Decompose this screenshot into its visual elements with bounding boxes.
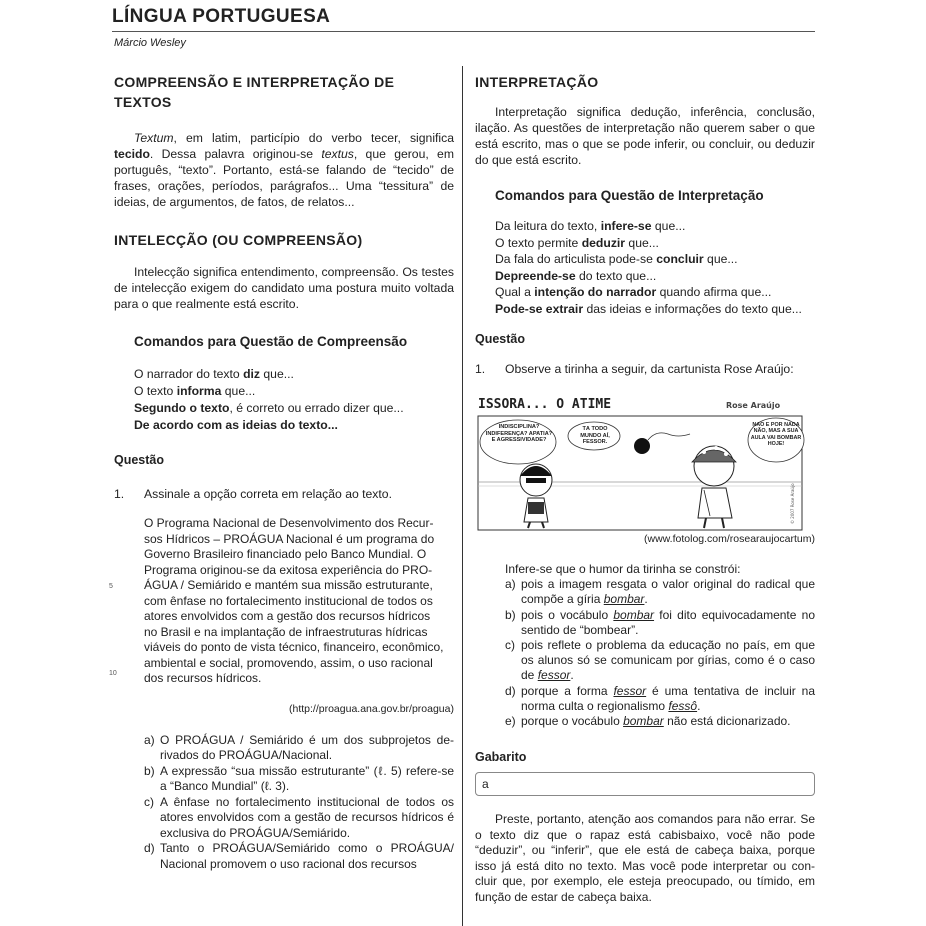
passage-line: sos Hídricos – PROÁGUA Nacional é um programa do <box>144 531 435 546</box>
comic-copyright: © 2007 Rose Araújo <box>790 483 795 524</box>
text-bold: infere-se <box>600 219 652 233</box>
section-title-line2: TEXTOS <box>114 94 172 110</box>
line-number-10: 10 <box>109 670 117 677</box>
question-text: Assinale a opção correta em relação ao texto. <box>144 487 392 501</box>
commands-title-compreensao: Comandos para Questão de Compreensão <box>134 334 408 349</box>
option-letter: e) <box>505 714 516 729</box>
gabarito-answer-box <box>475 772 815 796</box>
command-item <box>495 268 815 285</box>
section-title-compreensao <box>114 72 454 112</box>
answer-option-b[interactable] <box>505 608 815 638</box>
gabarito-label: Gabarito <box>475 750 527 764</box>
option-text: foi dito equivocadamente no sentido de “bombear”. <box>521 607 815 637</box>
answer-options-left <box>114 733 454 873</box>
speech-bubble-1-text-box <box>484 424 554 464</box>
passage-line: Governo Brasileiro financiado pelo Banco Mundial. O <box>144 547 427 561</box>
text-bold: Pode-se extrair <box>495 301 584 316</box>
text-run: , é correto ou errado dizer que... <box>229 401 404 415</box>
command-item <box>495 218 815 235</box>
command-item <box>134 366 454 383</box>
passage-line: no Brasil e na implantação de infraestruturas hídricas <box>144 624 428 639</box>
line-number-5: 5 <box>109 583 113 590</box>
command-item <box>495 235 815 252</box>
page-title: LÍNGUA PORTUGUESA <box>112 6 331 27</box>
speech-bubble-1-text: INDISCIPLINA? INDIFERENÇA? APATIA? E AGRESSIVIDADE? <box>485 424 553 443</box>
answer-option-b[interactable] <box>144 764 454 795</box>
answer-options-right <box>475 577 815 729</box>
option-text: pois reflete o problema da educação no país, em que os alunos só se comunicam por gírias, como é o caso de <box>521 638 815 683</box>
section-title-inteleccao: INTELECÇÃO (OU COMPREENSÃO) <box>114 232 363 248</box>
comic-title: ISSORA... O ATIME <box>478 397 612 412</box>
passage-line: ambiental e social, promovendo, assim, o uso racional <box>144 655 433 670</box>
commands-list-interpretacao <box>475 218 815 317</box>
text-run: Qual a <box>495 285 535 299</box>
title-divider <box>112 31 815 32</box>
answer-option-c[interactable] <box>505 638 815 684</box>
text-run: O narrador do texto <box>134 367 244 381</box>
term-textum: Textum <box>134 131 174 145</box>
right-column <box>475 72 815 377</box>
option-text: . <box>570 668 574 683</box>
text-run: que... <box>260 367 294 381</box>
section-title-interpretacao: INTERPRETAÇÃO <box>475 74 599 90</box>
text-run: que... <box>703 252 738 266</box>
text-bold: Depreende-se <box>495 268 576 283</box>
option-text: pois a imagem resgata o valor original do radical que compõe a gíria <box>521 577 815 607</box>
text-run: , que gerou, em português, “texto”. Portanto, está-se falando de “tecido” de frases, orações, períodos, parágrafos... Uma “tessitura” de ideias, de argumentos, de fatos, de relatos... <box>114 147 454 209</box>
text-run: que... <box>221 384 256 398</box>
gabarito-value: a <box>482 777 489 791</box>
option-text: A expressão “sua missão estruturante” (ℓ. 5) refere-se a “Banco Mundial” (ℓ. 3). <box>160 763 454 793</box>
text-run: das ideias e informações do texto que... <box>583 301 802 316</box>
option-underlined-word: fessor <box>613 683 647 698</box>
commands-title-interpretacao: Comandos para Questão de Interpretação <box>495 188 764 203</box>
speech-bubble-2-text-box <box>572 426 618 450</box>
command-item <box>134 417 454 434</box>
question-number: 1. <box>475 362 486 376</box>
passage-line: ÁGUA / Semiárido e mantém sua missão estruturante, <box>144 578 433 592</box>
option-text: é uma tentativa de incluir na norma culta o regionalismo <box>521 683 816 713</box>
option-underlined-word: bombar <box>603 592 645 607</box>
text-run: . Dessa palavra originou-se <box>149 147 322 161</box>
term-textus: textus <box>321 147 354 161</box>
passage <box>109 516 454 687</box>
text-run: O texto <box>134 384 177 398</box>
text-bold: Segundo o texto <box>134 401 230 415</box>
text-bold: concluir <box>656 252 704 266</box>
option-text: pois o vocábulo <box>521 607 614 622</box>
speech-bubble-2-text: TÁ TODO MUNDO AÍ, FESSOR. <box>580 426 610 445</box>
option-letter: a) <box>144 732 155 747</box>
text-run: que... <box>625 235 659 250</box>
answer-option-d[interactable] <box>144 841 454 872</box>
right-options-block <box>475 562 815 729</box>
answer-option-e[interactable] <box>505 714 815 729</box>
column-divider <box>462 66 463 926</box>
paragraph-interpretacao: Interpretação significa dedução, inferência, conclusão, ilação. As questões de interpretação não querem saber o que está escrito, mas o que se pode inferir, ou concluir, ou deduzir do que está escrito. <box>475 105 815 167</box>
bomb-icon <box>634 438 650 454</box>
question-number: 1. <box>114 487 125 501</box>
text-run: O texto permite <box>495 235 582 250</box>
question-label: Questão <box>114 453 165 467</box>
author-name: Márcio Wesley <box>114 37 186 49</box>
option-text: O PROÁGUA / Semiárido é um dos subprojetos de-rivados do PROÁGUA/Nacional. <box>160 732 454 762</box>
option-text: porque a forma <box>521 683 614 698</box>
text-run: , em latim, particípio do verbo tecer, significa <box>173 131 454 145</box>
command-item <box>495 301 815 318</box>
text-run: Da fala do articulista pode-se <box>495 252 657 266</box>
question-label: Questão <box>475 332 526 346</box>
closing-paragraph: Preste, portanto, atenção aos comandos para não errar. Se o texto diz que o rapaz está cabisbaixo, você não pode “deduzir”, ou “inferir”, que ele está de cabeça baixa, porque isso já está dito no texto. Mas você pode interpretar ou con-cluir que, por exemplo, ele esteja preocupado, ou tímido, em função de estar de cabeça baixa. <box>475 812 815 904</box>
text-run: quando afirma que... <box>656 285 772 299</box>
option-letter: c) <box>505 638 515 653</box>
answer-option-a[interactable] <box>144 733 454 764</box>
question-lead: Infere-se que o humor da tirinha se constrói: <box>505 562 741 576</box>
paragraph-inteleccao: Intelecção significa entendimento, compreensão. Os testes de intelecção exigem do candidato uma postura muito voltada para o que realmente está escrito. <box>114 265 454 311</box>
question-text: Observe a tirinha a seguir, da cartunista Rose Araújo: <box>505 362 794 376</box>
passage-line: atores envolvidos com a gestão dos recursos hídricos <box>144 609 431 623</box>
section-title-line1: COMPREENSÃO E INTERPRETAÇÃO DE <box>114 74 395 90</box>
text-run: do texto que... <box>575 268 657 283</box>
option-letter: d) <box>505 683 516 698</box>
option-underlined-word: fessor <box>537 668 571 683</box>
text-bold: De acordo com as ideias do texto... <box>134 418 338 432</box>
paragraph-textum <box>114 130 454 210</box>
option-underlined-word: fessô <box>668 698 698 713</box>
passage-source: (http://proagua.ana.gov.br/proagua) <box>288 702 454 715</box>
left-column <box>109 72 454 872</box>
question-1 <box>114 486 454 502</box>
passage-line: Programa originou-se da exitosa experiência do PRO- <box>144 562 433 577</box>
command-item <box>495 251 815 268</box>
term-tecido: tecido <box>114 147 150 161</box>
comic-strip-image <box>476 394 806 532</box>
option-text: . <box>697 698 701 713</box>
option-text: . <box>644 592 648 607</box>
comic-signature: Rose Araújo <box>726 401 781 410</box>
command-item <box>134 383 454 400</box>
option-text: Tanto o PROÁGUA/Semiárido como o PROÁGUA/ Nacional promovem o uso racional dos recursos <box>160 841 454 871</box>
option-letter: b) <box>505 607 516 622</box>
answer-option-c[interactable] <box>144 795 454 842</box>
command-item <box>134 400 454 417</box>
text-bold: diz <box>243 367 261 381</box>
option-underlined-word: bombar <box>613 607 655 622</box>
text-bold: deduzir <box>581 235 626 250</box>
option-text: porque o vocábulo <box>521 714 624 729</box>
comic-source: (www.fotolog.com/rosearaujocartum) <box>644 533 815 545</box>
passage-line: viáveis do ponto de vista técnico, financeiro, econômico, <box>144 640 444 654</box>
option-text: A ênfase no fortalecimento institucional de todos os atores envolvidos com a gestão de recursos hídricos é exclusiva do PROÁGUA/Semiárido. <box>160 794 454 840</box>
speech-bubble-3-text-box <box>750 422 802 462</box>
option-underlined-word: bombar <box>623 714 664 729</box>
passage-line: dos recursos hídricos. <box>144 671 262 685</box>
option-letter: b) <box>144 763 155 778</box>
passage-line: com ênfase no fortalecimento institucional de todos os <box>144 593 433 608</box>
answer-option-a[interactable] <box>505 577 815 607</box>
commands-list-compreensao <box>114 366 454 434</box>
option-text: não está dicionarizado. <box>663 714 791 729</box>
text-run: que... <box>651 219 686 233</box>
answer-option-d[interactable] <box>505 684 815 714</box>
option-letter: a) <box>505 577 516 592</box>
text-run: Da leitura do texto, <box>495 219 601 233</box>
question-1-right <box>475 361 815 377</box>
text-bold: intenção do narrador <box>534 285 657 299</box>
text-bold: informa <box>176 384 222 398</box>
passage-line: O Programa Nacional de Desenvolvimento dos Recur- <box>144 516 434 530</box>
option-letter: c) <box>144 794 154 809</box>
option-letter: d) <box>144 841 155 855</box>
command-item <box>495 284 815 301</box>
speech-bubble-3-text: NÃO É POR NADA NÃO, MAS A SUA AULA VAI BOMBAR HOJE! <box>750 422 802 447</box>
